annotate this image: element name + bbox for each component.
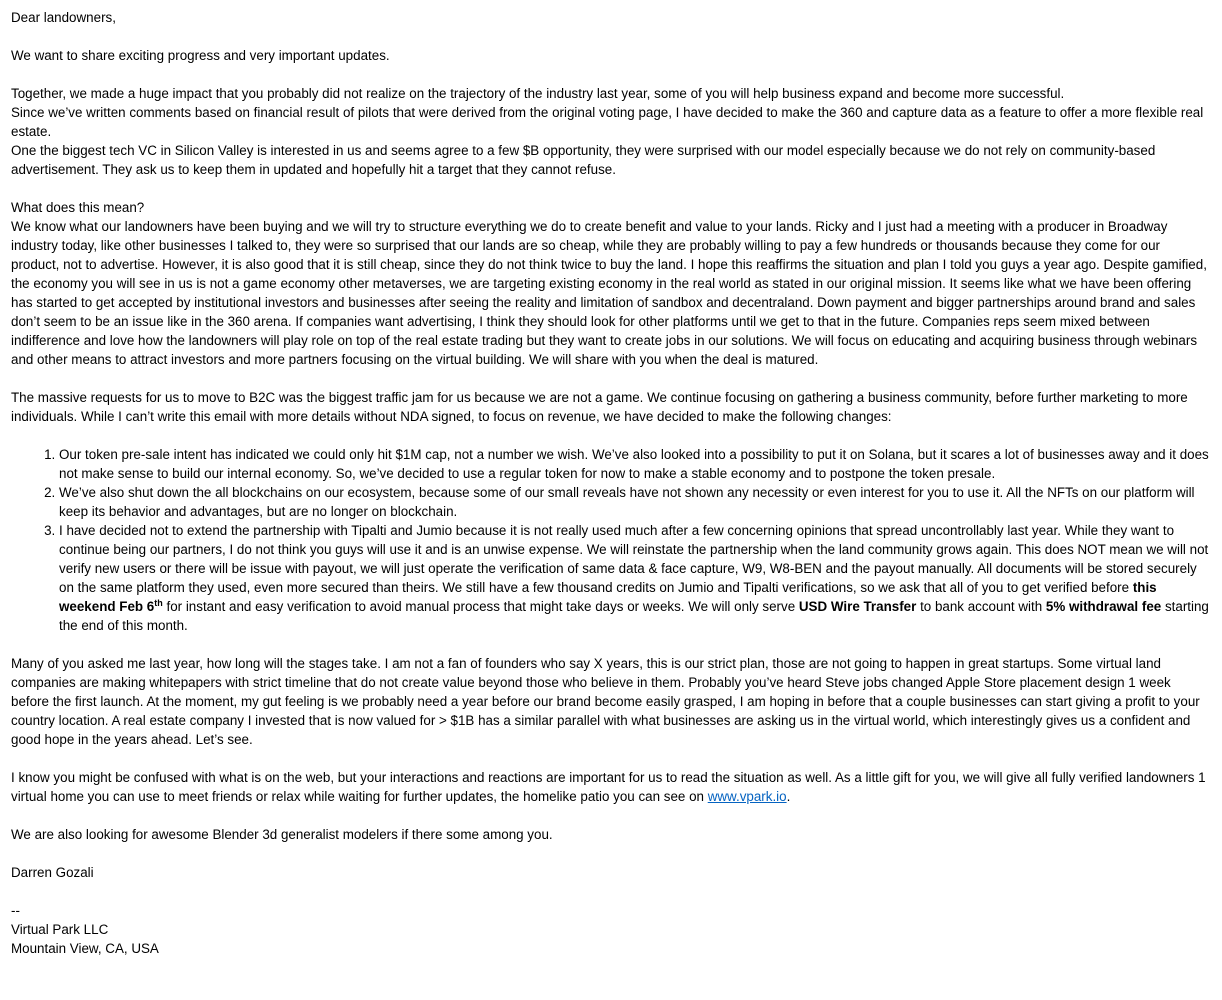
gift-paragraph [11,768,1211,806]
change-blockchain-text: We’ve also shut down the all blockchains on our ecosystem, because some of our small reveals have not shown any necessity or even interest for you to use it. All the NFTs on our platform will keep its behavior and advantages, but are no longer on blockchain. [59,485,1195,519]
withdrawal-fee-bold: 5% withdrawal fee [1045,599,1162,614]
meaning-text: We know what our landowners have been buying and we will try to structure everything we do to create benefit and value to your lands. Ricky and I just had a meeting with a producer in Broadway industry today, like other businesses I talked to, they were so surprised that our lands are so cheap, while they are probably willing to pay a few hundreds or thousands because they come for our product, not to advertise. However, it is also good that it is still cheap, since they do not think twice to buy the land. I hope this reaffirms the situation and plan I told you guys a year ago. Despite gamified, the economy you will see in us is not a game economy other metaverses, we are targeting existing economy in the real world as stated in our original mission. It seems like what we have been offering has started to get accepted by institutional investors and businesses after seeing the reality and limitation of sandbox and decentraland. Down payment and bigger partnerships around brand and sales don’t seem to be an issue like in the 360 arena. If companies want advertising, I think they should look for other platforms until we get to that in the future. Companies reps seem mixed between indifference and love how the landowners will play role on top of the real estate trading but they want to create jobs in our solutions. We will focus on educating and acquiring business through webinars and other means to attract investors and more partners focusing on the virtual building. We will share with you when the deal is matured. [11,219,1207,367]
vpark-link[interactable]: www.vpark.io [707,789,787,804]
company-location: Mountain View, CA, USA [11,941,159,956]
blender-paragraph: We are also looking for awesome Blender 3d generalist modelers if there some among you. [11,827,553,842]
intro-paragraph: We want to share exciting progress and very important updates. [11,48,390,63]
meaning-paragraph [11,198,1211,369]
meaning-question: What does this mean? [11,200,145,215]
list-item [59,521,1211,635]
stages-paragraph: Many of you asked me last year, how long will the stages take. I am not a fan of founders who say X years, this is our strict plan, those are not going to happen in great startups. Some virtual land companies are making whitepapers with strict timeline that do not create value beyond those who believe in them. Probably you’ve heard Steve jobs changed Apple Store placement design 1 week before the first launch. At the moment, my gut feeling is we probably need a year before our brand become easily grasped, I am hoping in before that a couple businesses can start giving a profit to your country location. A real estate company I invested that is now valued for > $1B has a similar parallel with what businesses are asking us in the virtual world, which interestingly gives us a confident and good hope in the years ahead. Let’s see. [11,656,1200,747]
gift-end: . [786,789,791,804]
change-verification-mid: for instant and easy verification to avoid manual process that might take days or weeks. We will only serve [162,599,799,614]
signature-separator: -- [11,903,20,918]
change-verification-end: starting the end of this month. [59,599,1209,633]
company-name: Virtual Park LLC [11,922,109,937]
change-verification-text: I have decided not to extend the partnership with Tipalti and Jumio because it is not really used much after a few concerning opinions that spread uncontrollably last year. While they want to continue being our partners, I do not think you guys will use it and is an unwise expense. We will reinstate the partnership when the land community grows again. This does NOT mean we will not verify new users or there will be issue with payout, we will just operate the verification of same data & face capture, W9, W8-BEN and the payout manually. All documents will be stored securely on the same platform they used, even more secured than theirs. We still have a few thousand credits on Jumio and Tipalti verifications, so we ask that all of you to get verified before [59,523,1209,595]
change-verification-mid2: to bank account with [916,599,1046,614]
progress-line-impact: Together, we made a huge impact that you probably did not realize on the trajectory of the industry last year, some of you will help business expand and become more successful. [11,86,1065,101]
change-token-text: Our token pre-sale intent has indicated we could only hit $1M cap, not a number we wish. We’ve also looked into a possibility to put it on Solana, but it scares a lot of businesses away and it does not make sense to build our internal economy. So, we’ve decided to use a regular token for now to make a stable economy and to postpone the token presale. [59,447,1209,481]
b2c-paragraph: The massive requests for us to move to B2C was the biggest traffic jam for us because we are not a game. We continue focusing on gathering a business community, before further marketing to more individuals. While I can’t write this email with more details without NDA signed, to focus on revenue, we have decided to make the following changes: [11,390,1188,424]
wire-transfer-bold: USD Wire Transfer [798,599,917,614]
progress-line-feature: Since we’ve written comments based on financial result of pilots that were derived from the original voting page, I have decided to make the 360 and capture data as a feature to offer a more flexible real estate. [11,105,1204,139]
progress-paragraph [11,84,1211,179]
deadline-ordinal: th [154,598,163,608]
deadline-bold: this weekend Feb 6th [59,580,1157,614]
list-item [59,483,1211,521]
changes-list [11,445,1211,635]
gift-text: I know you might be confused with what is on the web, but your interactions and reactions are important for us to read the situation as well. As a little gift for you, we will give all fully verified landowners 1 virtual home you can use to meet friends or relax while waiting for further updates, the homelike patio you can see on [11,770,1206,804]
greeting: Dear landowners, [11,10,116,25]
email-body [11,8,1211,958]
list-item [59,445,1211,483]
signature-name: Darren Gozali [11,865,94,880]
progress-line-vc: One the biggest tech VC in Silicon Valley is interested in us and seems agree to a few $B opportunity, they were surprised with our model especially because we do not rely on community-based advertisement. They ask us to keep them in updated and hopefully hit a target that they cannot refuse. [11,143,1156,177]
